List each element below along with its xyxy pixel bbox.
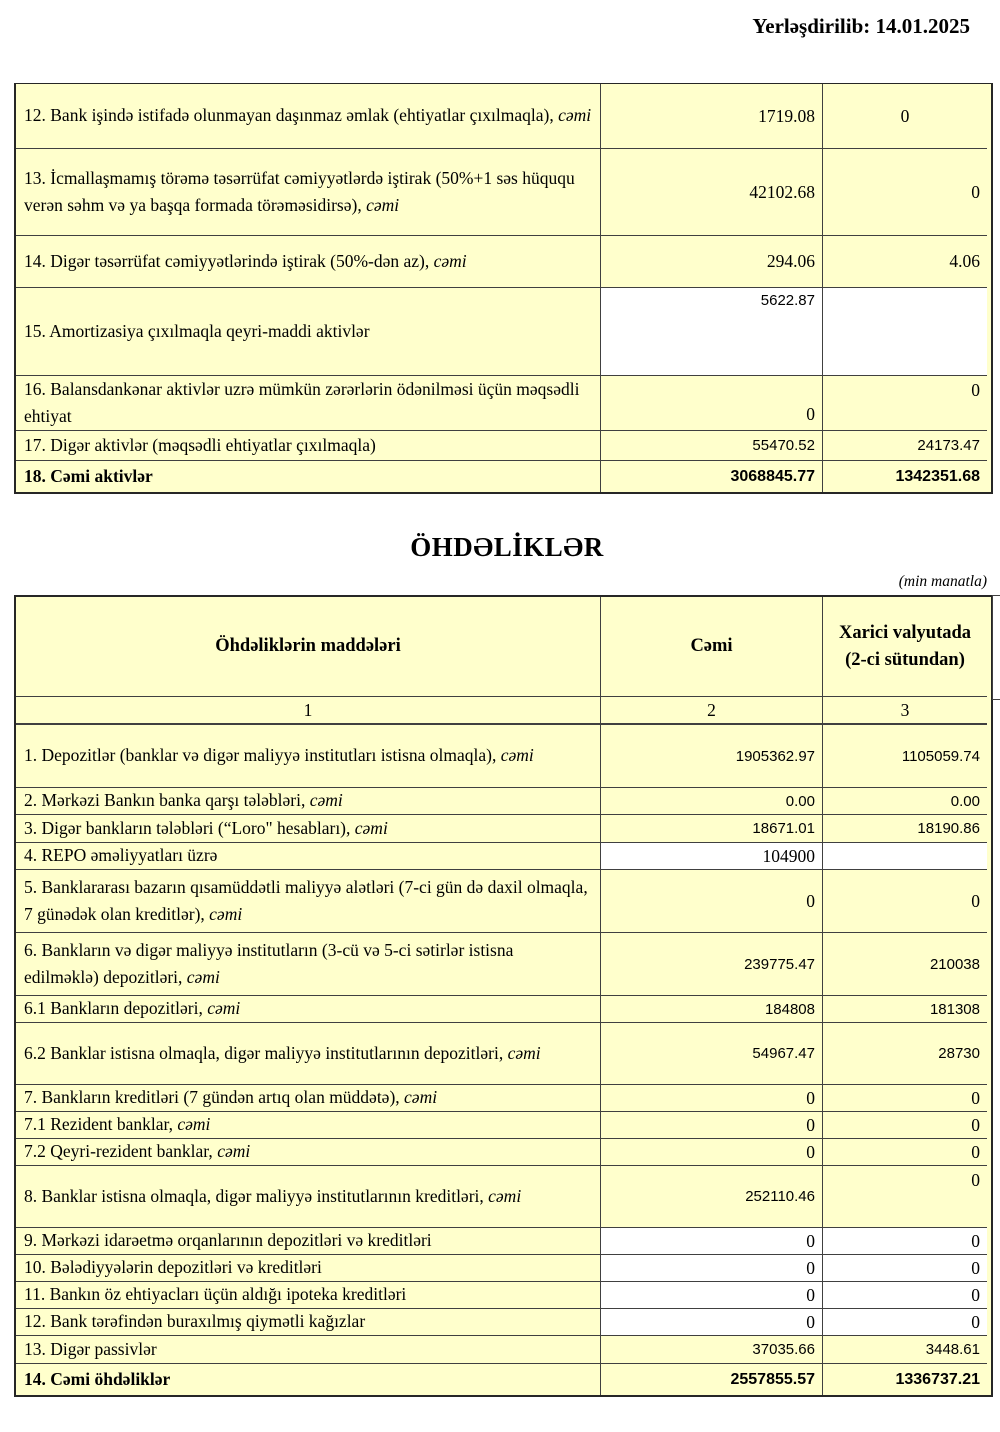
foreign-cell: 0: [823, 1166, 987, 1228]
row-label: 12. Bank işində istifadə olunmayan daşınmaz əmlak (ehtiyatlar çıxılmaqla), cəmi: [16, 84, 601, 149]
liab-row-8: [16, 1166, 991, 1228]
row-label: 7.2 Qeyri-rezident banklar, cəmi: [16, 1139, 601, 1166]
row-label: 6.2 Banklar istisna olmaqla, digər maliyyə institutlarının depozitləri, cəmi: [16, 1023, 601, 1085]
unit-note: (min manatla): [898, 573, 987, 590]
column-index-3: 3: [823, 697, 987, 725]
row-label: 14. Cəmi öhdəliklər: [16, 1364, 601, 1395]
foreign-cell: 0: [823, 1085, 987, 1112]
liab-row-14-total: [16, 1364, 991, 1395]
liabilities-header-row: [16, 597, 991, 697]
foreign-cell: 4.06: [823, 236, 987, 288]
row-label: 13. İcmallaşmamış törəmə təsərrüfat cəmiyyətlərdə iştirak (50%+1 səs hüququ verən səhm və ya başqa formada törəməsidirsə), cəmi: [16, 149, 601, 236]
row-label: 5. Banklararası bazarın qısamüddətli maliyyə alətləri (7-ci gün də daxil olmaqla, 7 günədək olan kreditlər), cəmi: [16, 870, 601, 933]
total-cell: 0: [601, 1228, 823, 1255]
liab-row-7-2: [16, 1139, 991, 1166]
liabilities-subheader-row: [16, 697, 991, 725]
foreign-cell: 1105059.74: [823, 725, 987, 788]
section-title: ÖHDƏLİKLƏR: [410, 532, 604, 562]
row-label: 4. REPO əməliyyatları üzrə: [16, 843, 601, 870]
foreign-cell: 181308: [823, 996, 987, 1023]
row-label: 9. Mərkəzi idarəetmə orqanlarının depozitləri və kreditləri: [16, 1228, 601, 1255]
foreign-cell: 1336737.21: [823, 1364, 987, 1395]
row-label: 3. Digər bankların tələbləri (“Loro" hesabları), cəmi: [16, 815, 601, 843]
liab-row-10: [16, 1255, 991, 1282]
assets-row-15: [16, 288, 991, 376]
foreign-cell: 24173.47: [823, 431, 987, 461]
assets-row-13: [16, 149, 991, 236]
row-label: 13. Digər passivlər: [16, 1336, 601, 1364]
row-label: 2. Mərkəzi Bankın banka qarşı tələbləri, cəmi: [16, 788, 601, 815]
assets-row-17: [16, 431, 991, 461]
row-label: 16. Balansdankənar aktivlər uzrə mümkün zərərlərin ödənilməsi üçün məqsədli ehtiyat: [16, 376, 601, 431]
total-cell: 55470.52: [601, 431, 823, 461]
liab-row-12: [16, 1309, 991, 1336]
liab-row-5: [16, 870, 991, 933]
foreign-cell: 210038: [823, 933, 987, 996]
header-extra-cell: [992, 595, 1000, 700]
total-cell: 42102.68: [601, 149, 823, 236]
total-cell: 37035.66: [601, 1336, 823, 1364]
foreign-cell: 3448.61: [823, 1336, 987, 1364]
liab-row-9: [16, 1228, 991, 1255]
foreign-cell: 0: [823, 1309, 987, 1336]
total-cell: 1905362.97: [601, 725, 823, 788]
total-cell: 0: [601, 1282, 823, 1309]
assets-table: [14, 83, 993, 494]
foreign-cell: [823, 288, 987, 376]
row-label: 1. Depozitlər (banklar və digər maliyyə institutları istisna olmaqla), cəmi: [16, 725, 601, 788]
total-cell: 5622.87: [601, 288, 823, 376]
row-label: 6. Bankların və digər maliyyə institutların (3-cü və 5-ci sətirlər istisna edilməklə) depozitləri, cəmi: [16, 933, 601, 996]
row-label: 6.1 Bankların depozitləri, cəmi: [16, 996, 601, 1023]
total-cell: 0: [601, 1112, 823, 1139]
assets-row-16: [16, 376, 991, 431]
foreign-cell: 1342351.68: [823, 461, 987, 492]
assets-row-18-total: [16, 461, 991, 492]
foreign-cell: 0: [823, 84, 987, 149]
total-cell: 0: [601, 376, 823, 431]
foreign-cell: 0: [823, 1228, 987, 1255]
row-label: 12. Bank tərəfindən buraxılmış qiymətli kağızlar: [16, 1309, 601, 1336]
liab-row-11: [16, 1282, 991, 1309]
liab-row-3: [16, 815, 991, 843]
column-header-items: Öhdəliklərin maddələri: [16, 597, 601, 697]
assets-row-12: [16, 84, 991, 149]
liab-row-2: [16, 788, 991, 815]
row-label: 11. Bankın öz ehtiyacları üçün aldığı ipoteka kreditləri: [16, 1282, 601, 1309]
total-cell: 18671.01: [601, 815, 823, 843]
liab-row-7-1: [16, 1112, 991, 1139]
total-cell: 0: [601, 1139, 823, 1166]
foreign-cell: 28730: [823, 1023, 987, 1085]
liab-row-13: [16, 1336, 991, 1364]
total-cell: 54967.47: [601, 1023, 823, 1085]
total-cell: 252110.46: [601, 1166, 823, 1228]
total-cell: 0: [601, 1085, 823, 1112]
liab-row-6: [16, 933, 991, 996]
row-label: 18. Cəmi aktivlər: [16, 461, 601, 492]
row-label: 10. Bələdiyyələrin depozitləri və kreditləri: [16, 1255, 601, 1282]
foreign-cell: 0: [823, 1282, 987, 1309]
total-cell: 2557855.57: [601, 1364, 823, 1395]
total-cell: 104900: [601, 843, 823, 870]
row-label: 7. Bankların kreditləri (7 gündən artıq olan müddətə), cəmi: [16, 1085, 601, 1112]
column-index-2: 2: [601, 697, 823, 725]
liab-row-6-2: [16, 1023, 991, 1085]
row-label: 7.1 Rezident banklar, cəmi: [16, 1112, 601, 1139]
liab-row-1: [16, 725, 991, 788]
foreign-cell: 0: [823, 870, 987, 933]
foreign-cell: 0.00: [823, 788, 987, 815]
foreign-cell: 18190.86: [823, 815, 987, 843]
total-cell: 239775.47: [601, 933, 823, 996]
column-index-1: 1: [16, 697, 601, 725]
liabilities-table: [14, 595, 993, 1397]
liab-row-7: [16, 1085, 991, 1112]
column-header-foreign: Xarici valyutada (2-ci sütundan): [823, 597, 987, 697]
row-label: 14. Digər təsərrüfat cəmiyyətlərində iştirak (50%-dən az), cəmi: [16, 236, 601, 288]
foreign-cell: 0: [823, 1255, 987, 1282]
foreign-cell: 0: [823, 376, 987, 431]
total-cell: 0: [601, 1255, 823, 1282]
column-header-total: Cəmi: [601, 597, 823, 697]
foreign-cell: 0: [823, 1112, 987, 1139]
total-cell: 184808: [601, 996, 823, 1023]
total-cell: 0.00: [601, 788, 823, 815]
total-cell: 1719.08: [601, 84, 823, 149]
total-cell: 0: [601, 870, 823, 933]
total-cell: 0: [601, 1309, 823, 1336]
total-cell: 294.06: [601, 236, 823, 288]
liab-row-6-1: [16, 996, 991, 1023]
row-label: 17. Digər aktivlər (məqsədli ehtiyatlar çıxılmaqla): [16, 431, 601, 461]
foreign-cell: 0: [823, 149, 987, 236]
assets-row-14: [16, 236, 991, 288]
row-label: 8. Banklar istisna olmaqla, digər maliyyə institutlarının kreditləri, cəmi: [16, 1166, 601, 1228]
liab-row-4: [16, 843, 991, 870]
total-cell: 3068845.77: [601, 461, 823, 492]
posted-date: Yerləşdirilib: 14.01.2025: [752, 14, 970, 38]
row-label: 15. Amortizasiya çıxılmaqla qeyri-maddi aktivlər: [16, 288, 601, 376]
foreign-cell: 0: [823, 1139, 987, 1166]
foreign-cell: [823, 843, 987, 870]
